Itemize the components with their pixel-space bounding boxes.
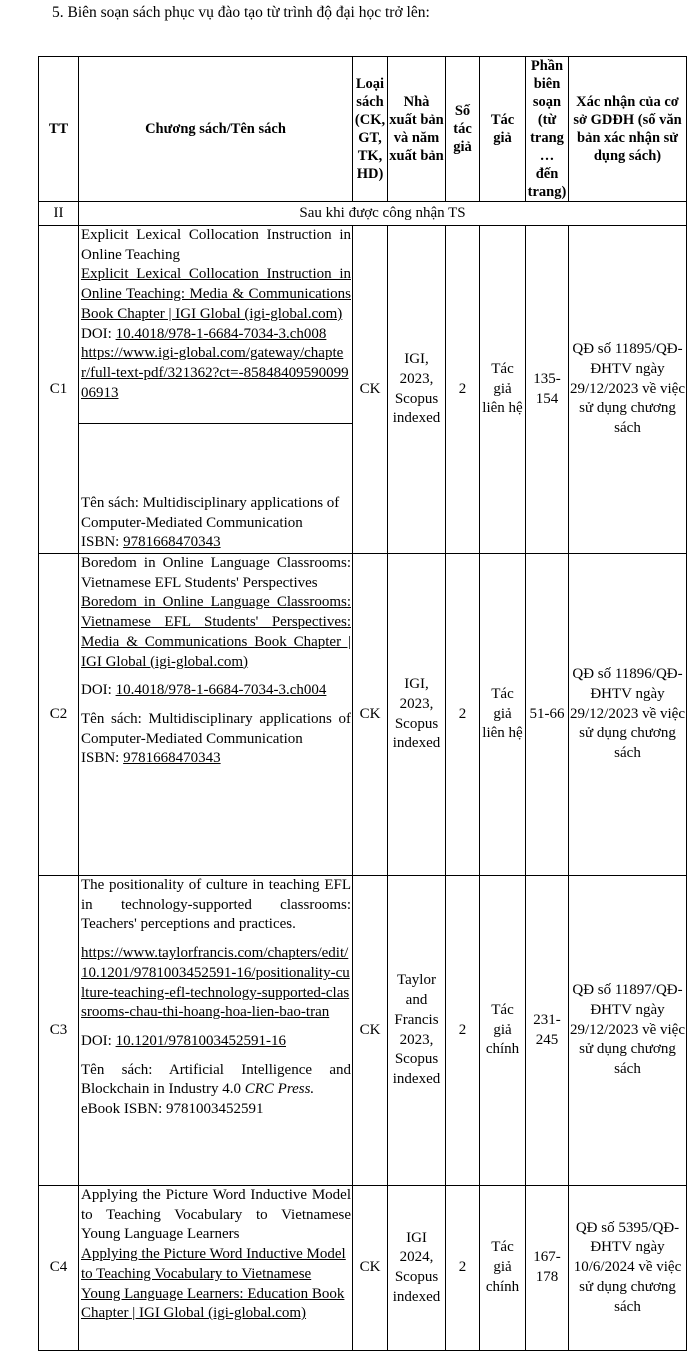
section-row (39, 202, 687, 226)
row-confirm: QĐ số 11896/QĐ-ĐHTV ngày 29/12/2023 về việc sử dụng chương sách (569, 554, 687, 876)
col-tt: TT (39, 57, 79, 202)
row-title-cell (79, 1186, 353, 1351)
row-confirm: QĐ số 5395/QĐ-ĐHTV ngày 10/6/2024 về việc sử dụng chương sách (569, 1186, 687, 1351)
doi-label: DOI: (81, 682, 116, 699)
row-author: Tác giả chính (480, 1186, 526, 1351)
row-num-authors: 2 (446, 226, 480, 554)
col-title: Chương sách/Tên sách (79, 57, 353, 202)
col-type: Loại sách (CK, GT, TK, HD) (353, 57, 388, 202)
table-row (39, 554, 687, 876)
chapter-link[interactable]: Applying the Picture Word Inductive Model to Teaching Vocabulary to Vietnamese Young Language Learners: Education Book Chapter | IGI Global (igi-global.com) (81, 1246, 346, 1322)
row-type: CK (353, 554, 388, 876)
row-type: CK (353, 876, 388, 1186)
isbn-line: eBook ISBN: 9781003452591 (81, 1101, 264, 1118)
row-type: CK (353, 226, 388, 554)
chapter-title: Applying the Picture Word Inductive Model to Teaching Vocabulary to Vietnamese Young Language Learners (81, 1187, 351, 1243)
row-num-authors: 2 (446, 1186, 480, 1351)
row-publisher: IGI, 2023, Scopus indexed (388, 226, 446, 554)
row-author: Tác giả liên hệ (480, 226, 526, 554)
row-num-authors: 2 (446, 554, 480, 876)
row-author: Tác giả chính (480, 876, 526, 1186)
row-confirm: QĐ số 11895/QĐ-ĐHTV ngày 29/12/2023 về việc sử dụng chương sách (569, 226, 687, 554)
row-num-authors: 2 (446, 876, 480, 1186)
book-name: Tên sách: Multidisciplinary applications of Computer-Mediated Communication (81, 710, 351, 747)
section-label: Sau khi được công nhận TS (79, 202, 687, 226)
chapter-title: Boredom in Online Language Classrooms: Vietnamese EFL Students' Perspectives (81, 555, 351, 591)
table-row (39, 226, 687, 424)
col-publisher: Nhà xuất bản và năm xuất bản (388, 57, 446, 202)
row-publisher: IGI, 2023, Scopus indexed (388, 554, 446, 876)
row-author: Tác giả liên hệ (480, 554, 526, 876)
section-tt: II (39, 202, 79, 226)
row-title-cell (79, 876, 353, 1186)
row-pages: 51-66 (526, 554, 569, 876)
isbn-label: ISBN: (81, 750, 124, 767)
isbn-label: ISBN: (81, 534, 124, 551)
row-title-cell (79, 226, 353, 424)
table-row (39, 876, 687, 1186)
book-name: Tên sách: Multidisciplinary applications of Computer-Mediated Communication (81, 494, 340, 531)
table-row (39, 1186, 687, 1351)
isbn-link[interactable]: 9781668470343 (123, 534, 221, 551)
isbn-line (81, 533, 351, 553)
doi-line (81, 325, 351, 345)
book-name: Tên sách: Artificial Intelligence and Blockchain in Industry 4.0 (81, 1061, 351, 1098)
chapter-title: The positionality of culture in teaching EFL in technology-supported classrooms: Teachers' perceptions and practices. (81, 877, 351, 933)
doi-link[interactable]: 10.1201/9781003452591-16 (115, 1032, 286, 1049)
doi-line (81, 681, 351, 701)
row-publisher: Taylor and Francis 2023, Scopus indexed (388, 876, 446, 1186)
books-table (38, 56, 687, 1351)
chapter-link[interactable]: Boredom in Online Language Classrooms: Vietnamese EFL Students' Perspectives: Media & Communications Book Chapter | IGI Global (igi-global.com) (81, 594, 351, 670)
row-type: CK (353, 1186, 388, 1351)
col-author: Tác giả (480, 57, 526, 202)
row-pages: 167-178 (526, 1186, 569, 1351)
doi-link[interactable]: 10.4018/978-1-6684-7034-3.ch004 (115, 682, 327, 699)
book-publisher: CRC Press. (244, 1081, 315, 1098)
col-part: Phần biên soạn (từ trang … đến trang) (526, 57, 569, 202)
isbn-line (81, 749, 351, 769)
col-confirm: Xác nhận của cơ sở GDĐH (số văn bản xác nhận sử dụng sách) (569, 57, 687, 202)
row-pages: 231-245 (526, 876, 569, 1186)
chapter-link[interactable]: Explicit Lexical Collocation Instruction in Online Teaching: Media & Communications Book Chapter | IGI Global (igi-global.com) (81, 266, 351, 322)
row-pages: 135-154 (526, 226, 569, 554)
row-title-cell (79, 554, 353, 876)
row-confirm: QĐ số 11897/QĐ-ĐHTV ngày 29/12/2023 về việc sử dụng chương sách (569, 876, 687, 1186)
doi-link[interactable]: 10.4018/978-1-6684-7034-3.ch008 (115, 325, 327, 342)
row-tt: C1 (39, 226, 79, 554)
col-num-authors: Số tác giả (446, 57, 480, 202)
doi-line (81, 1032, 351, 1052)
doi-label: DOI: (81, 325, 116, 342)
doi-label: DOI: (81, 1032, 116, 1049)
section-heading: 5. Biên soạn sách phục vụ đào tạo từ trình độ đại học trở lên: (52, 4, 430, 21)
chapter-title: Explicit Lexical Collocation Instruction in Online Teaching (81, 227, 351, 263)
chapter-url[interactable]: https://www.taylorfrancis.com/chapters/edit/10.1201/9781003452591-16/positionality-culture-teaching-efl-technology-supported-classrooms-chau-thi-hoang-hoa-lien-bao-tran (81, 945, 350, 1021)
header-row (39, 57, 687, 202)
isbn-link[interactable]: 9781668470343 (123, 750, 221, 767)
book-name-line (81, 1061, 351, 1100)
row-publisher: IGI 2024, Scopus indexed (388, 1186, 446, 1351)
row-tt: C3 (39, 876, 79, 1186)
fulltext-link[interactable]: https://www.igi-global.com/gateway/chapter/full-text-pdf/321362?ct=-8584840959009906913 (81, 345, 349, 401)
row-title-cell-cont (79, 424, 353, 554)
row-tt: C4 (39, 1186, 79, 1351)
row-tt: C2 (39, 554, 79, 876)
